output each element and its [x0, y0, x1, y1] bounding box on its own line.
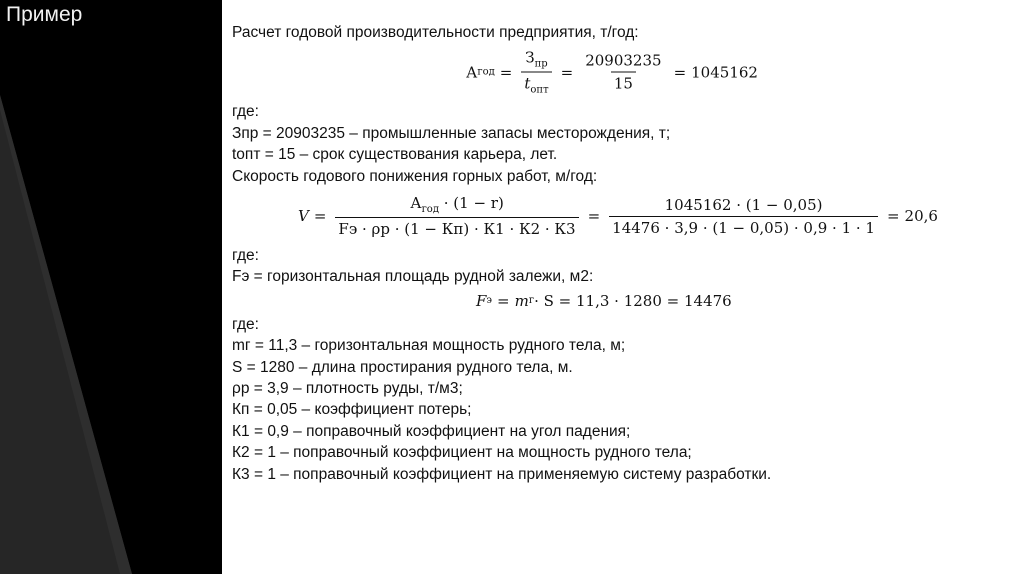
text-line: tопт = 15 – срок существования карьера, лет.	[232, 146, 558, 164]
formula-body: F э = m г · S = 11,3 · 1280 = 14476	[476, 291, 732, 310]
formula-lhs: А год = $\frac{З_{пр}}{t_{опт}}$ = $\frac{20903235}{15}$ = 1045162	[466, 48, 758, 96]
text-line: К3 = 1 – поправочный коэффициент на применяемую систему разработки.	[232, 465, 772, 483]
fraction-numeric: $\frac{1045162 \cdot (1 - 0,05)}{14476 \cdot 3,9 \cdot (1 - 0,05) \cdot 0,9 \cdot 1 \cdot 1}$	[609, 196, 878, 237]
slide-content	[232, 22, 1012, 485]
diagonal-band-decoration	[0, 0, 222, 574]
formula-body: V = $\frac{А_{год} \cdot (1 - r)}{Fэ \cdot \rho р \cdot (1 - Кп) \cdot К1 \cdot К2 \cdot К3}$ = $\frac{1045162 \cdot (1 - 0,05)}{14476 \cdot 3,9 \cdot (1 - 0,05) \cdot 0,9 \cdot 1 \cdot 1}$ = 20,6	[298, 194, 938, 239]
slide-title: Пример	[6, 3, 83, 26]
text-line: где:	[232, 247, 259, 265]
fraction-numeric: $\frac{20903235}{15}$	[585, 51, 662, 93]
text-line: Кп = 0,05 – коэффициент потерь;	[232, 401, 472, 419]
left-panel	[0, 0, 222, 574]
formula-lowering-speed	[232, 187, 1012, 245]
text-line: S = 1280 – длина простирания рудного тела, м.	[232, 358, 573, 376]
fraction-symbolic: $\frac{А_{год} \cdot (1 - r)}{Fэ \cdot \rho р \cdot (1 - Кп) \cdot К1 \cdot К2 \cdot К3}$	[335, 194, 578, 238]
formula-result: 20,6	[904, 207, 938, 226]
fraction-symbolic: $\frac{З_{пр}}{t_{опт}}$	[521, 49, 551, 96]
text-line: ρр = 3,9 – плотность руды, т/м3;	[232, 380, 463, 398]
text-line: Зпр = 20903235 – промышленные запасы месторождения, т;	[232, 124, 671, 142]
text-line: где:	[232, 103, 259, 121]
text-line: К1 = 0,9 – поправочный коэффициент на угол падения;	[232, 422, 631, 440]
text-line: Расчет годовой производительности предприятия, т/год:	[232, 24, 639, 41]
formula-result: 1045162	[691, 63, 758, 82]
formula-area	[232, 288, 1012, 314]
text-line: К2 = 1 – поправочный коэффициент на мощность рудного тела;	[232, 444, 692, 462]
text-line: Fэ = горизонтальная площадь рудной залежи, м2:	[232, 268, 594, 286]
formula-annual-output	[232, 43, 1012, 101]
text-line: mг = 11,3 – горизонтальная мощность рудного тела, м;	[232, 337, 626, 355]
text-line: Скорость годового понижения горных работ, м/год:	[232, 167, 598, 185]
text-line: где:	[232, 315, 259, 333]
